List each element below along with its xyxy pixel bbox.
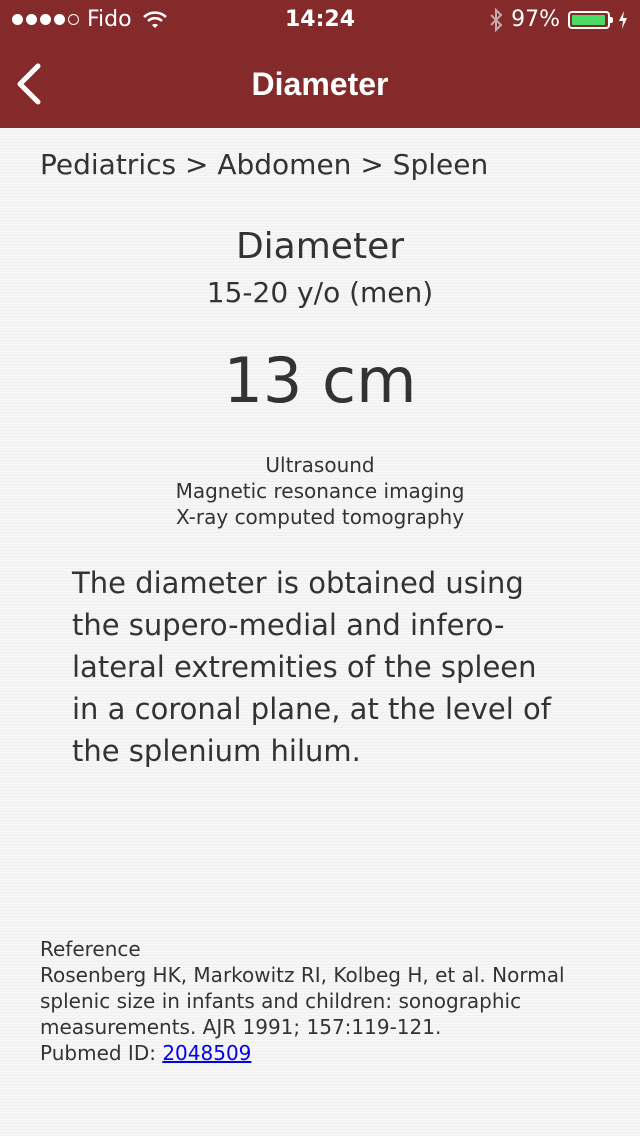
reference-section [40,936,600,1066]
pubmed-row [40,1040,600,1066]
battery-percent: 97% [511,7,560,32]
bluetooth-icon [489,8,503,32]
description-text: The diameter is obtained using the supero-medial and infero-lateral extremities of the spleen in a coronal plane, at the level of the splenium hilum. [72,566,551,768]
nav-bar [0,40,640,128]
carrier-name: Fido [87,7,132,32]
status-bar [0,0,640,40]
modality-item: Magnetic resonance imaging [175,479,465,503]
status-time: 14:24 [284,7,356,32]
battery-icon [568,11,610,29]
battery-fill [572,15,605,25]
charging-icon [618,10,628,30]
measurement-subtitle: 15-20 y/o (men) [206,276,434,309]
nav-title: Diameter [251,66,389,102]
modality-item: X-ray computed tomography [175,505,465,529]
pubmed-link[interactable]: 2048509 [162,1041,252,1065]
modality-item: Ultrasound [265,453,375,477]
breadcrumb: Pediatrics > Abdomen > Spleen [40,148,489,181]
modality-list [0,452,640,530]
reference-heading: Reference [40,937,141,961]
top-bar [0,0,640,128]
status-right [489,7,628,32]
pubmed-label: Pubmed ID: [40,1041,156,1065]
measurement-value: 13 cm [223,344,417,417]
reference-citation: Rosenberg HK, Markowitz RI, Kolbeg H, et al. Normal splenic size in infants and children: sonographic measurements. AJR 1991; 157:119-121. [40,963,565,1039]
measurement-title: Diameter [235,226,405,267]
